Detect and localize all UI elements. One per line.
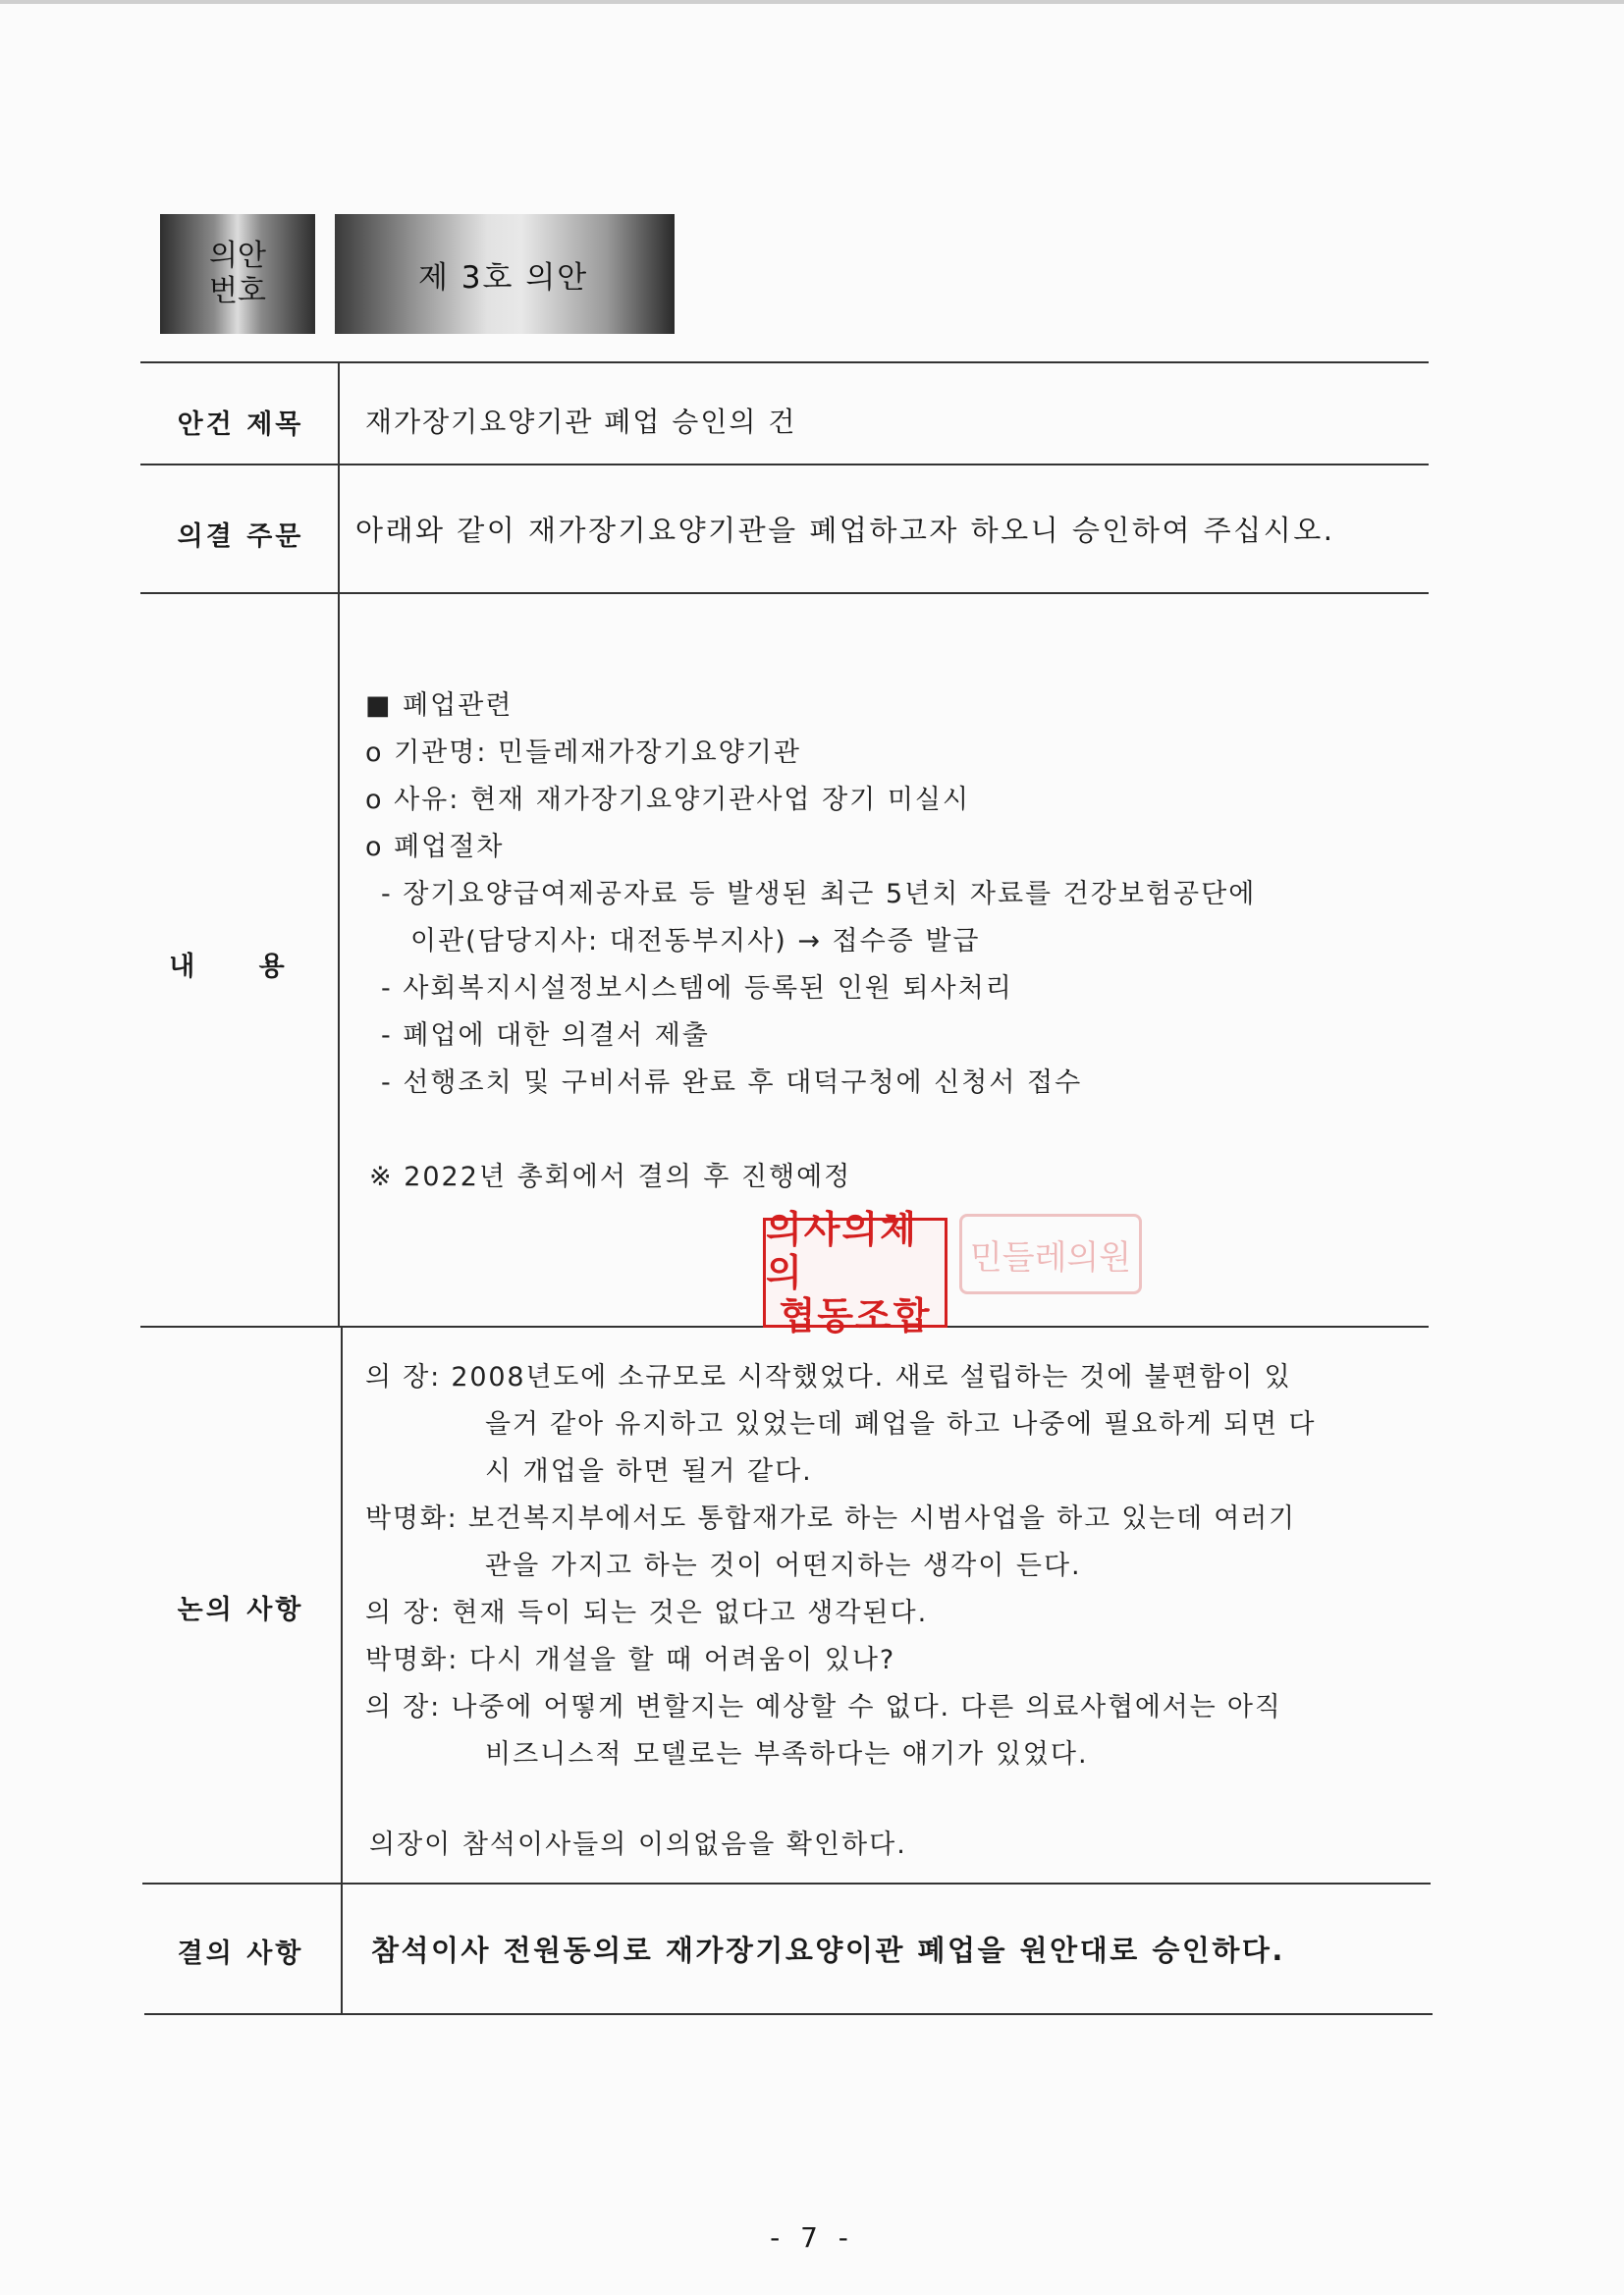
content-note: ※ 2022년 총회에서 결의 후 진행예정 (369, 1162, 852, 1192)
table-column-divider (338, 361, 340, 1328)
table-column-divider-lower (341, 1326, 343, 2015)
title-label: 안건 제목 (177, 410, 304, 440)
agenda-number-label (160, 214, 315, 334)
content-line: 이관(담당지사: 대전동부지사) → 접수증 발급 (410, 926, 981, 956)
faint-seal-text: 민들레의원 (969, 1237, 1132, 1278)
discussion-line: 의 장: 2008년도에 소규모로 시작했었다. 새로 설립하는 것에 불편함이 있 (365, 1362, 1292, 1393)
header-gap (315, 214, 335, 334)
content-line: - 사회복지시설정보시스템에 등록된 인원 퇴사처리 (381, 973, 1013, 1004)
discussion-line: 박명화: 보건복지부에서도 통합재가로 하는 시범사업을 하고 있는데 여러기 (365, 1503, 1296, 1534)
agenda-number-value: 제 3호 의안 (418, 259, 589, 296)
top-border (0, 0, 1624, 4)
discussion-line: 의 장: 현재 득이 되는 것은 없다고 생각된다. (365, 1598, 929, 1628)
discussion-line: 비즈니스적 모델로는 부족하다는 얘기가 있었다. (485, 1739, 1089, 1770)
agenda-number-label-line2: 번호 (209, 274, 266, 308)
faint-seal (959, 1214, 1142, 1294)
discussion-label: 논의 사항 (177, 1595, 304, 1625)
title-value: 재가장기요양기관 폐업 승인의 건 (365, 406, 797, 438)
resolution-label: 결의 사항 (177, 1939, 304, 1969)
content-line: o 기관명: 민들레재가장기요양기관 (365, 738, 801, 768)
order-label: 의결 주문 (177, 521, 304, 552)
table-rule-1 (140, 464, 1429, 465)
content-line: o 폐업절차 (365, 832, 505, 862)
seal-text-line2: 협동조합 (779, 1294, 932, 1338)
seal-text-line1: 의사의체의 (766, 1208, 918, 1294)
table-rule-2 (140, 592, 1429, 594)
discussion-line: 관을 가지고 하는 것이 어떤지하는 생각이 든다. (485, 1551, 1082, 1581)
table-rule-bottom (144, 2013, 1433, 2015)
discussion-line: 의 장: 나중에 어떻게 변할지는 예상할 수 없다. 다른 의료사협에서는 아직 (365, 1692, 1282, 1722)
agenda-number-box (335, 214, 675, 334)
content-line: o 사유: 현재 재가장기요양기관사업 장기 미실시 (365, 785, 971, 815)
order-value: 아래와 같이 재가장기요양기관을 폐업하고자 하오니 승인하여 주십시오. (355, 514, 1335, 547)
agenda-number-label-line1: 의안 (209, 239, 266, 273)
content-line: - 장기요양급여제공자료 등 발생된 최근 5년치 자료를 건강보험공단에 (381, 879, 1257, 909)
content-line: - 폐업에 대한 의결서 제출 (381, 1020, 710, 1051)
content-line: ■ 폐업관련 (365, 690, 514, 721)
discussion-line: 시 개업을 하면 될거 같다. (485, 1456, 813, 1487)
resolution-value: 참석이사 전원동의로 재가장기요양이관 폐업을 원안대로 승인하다. (371, 1934, 1285, 1967)
page-number: - 7 - (770, 2221, 854, 2254)
content-label: 내 용 (169, 952, 312, 982)
table-rule-4 (142, 1883, 1431, 1885)
discussion-line: 박명화: 다시 개설을 할 때 어려움이 있나? (365, 1645, 896, 1675)
discussion-conclusion: 의장이 참석이사들의 이의없음을 확인하다. (369, 1830, 907, 1860)
discussion-line: 을거 같아 유지하고 있었는데 폐업을 하고 나중에 필요하게 되면 다 (485, 1409, 1317, 1440)
table-rule-top (140, 361, 1429, 363)
content-line: - 선행조치 및 구비서류 완료 후 대덕구청에 신청서 접수 (381, 1067, 1083, 1098)
cooperative-seal (763, 1208, 947, 1338)
